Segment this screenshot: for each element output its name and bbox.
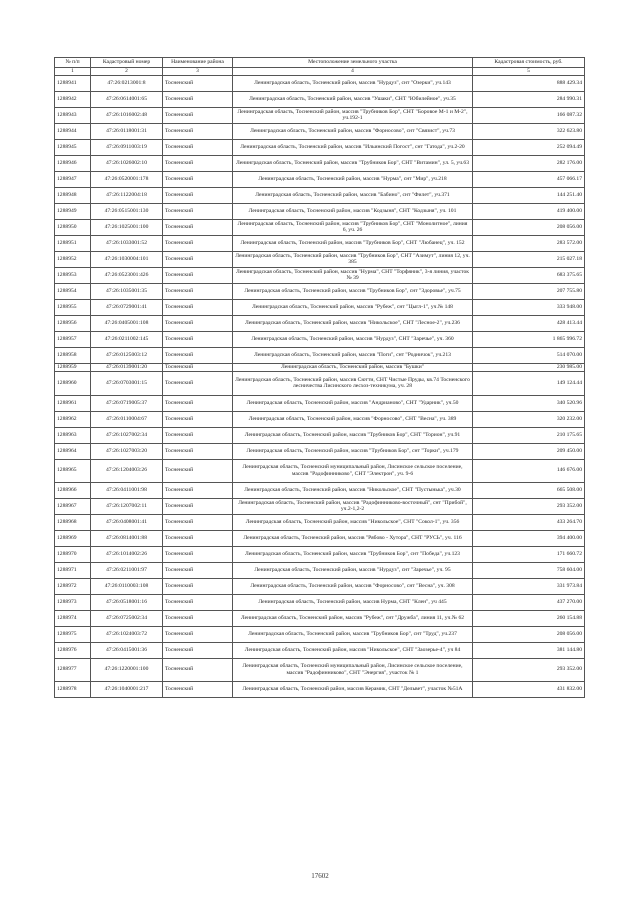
plot-location: Ленинградская область, Тосненский район, массив "Нурдуз", СНТ "Заречье", уч. 360 — [233, 331, 473, 347]
cadastral-number: 47:26:1030004:101 — [91, 251, 163, 267]
plot-location: Ленинградская область, Тосненский район, массив "Поги", снт "Родничок", уч.213 — [233, 347, 473, 363]
row-number: 1288978 — [55, 681, 91, 697]
plot-location: Ленинградская область, Тосненский район, массив "Радофинниково-восточный", снт "Прибой", уч.2-1,2-2 — [233, 498, 473, 514]
district-name: Тосненский — [163, 578, 233, 594]
cadastral-cost: 428 413.44 — [473, 315, 585, 331]
row-number: 1288976 — [55, 642, 91, 658]
table-row — [55, 219, 585, 235]
table-row — [55, 251, 585, 267]
district-name: Тосненский — [163, 315, 233, 331]
cadastral-number: 47:26:0125003:12 — [91, 347, 163, 363]
table-row — [55, 642, 585, 658]
table-row — [55, 530, 585, 546]
cadastral-cost: 514 070.00 — [473, 347, 585, 363]
table-row — [55, 283, 585, 299]
cadastral-cost: 208 056.00 — [473, 626, 585, 642]
plot-location: Ленинградская область, Тосненский район, массив "Форносово", снт "Связист", уч.73 — [233, 123, 473, 139]
cadastral-cost: 207 755.80 — [473, 283, 585, 299]
column-number-row — [55, 68, 585, 76]
plot-location: Ленинградская область, Тосненский район, массив "Никольское", СНТ "Заозерье-4", уч 84 — [233, 642, 473, 658]
cadastral-cost: 320 232.00 — [473, 411, 585, 427]
cadastral-number: 47:26:0911003:19 — [91, 139, 163, 155]
plot-location: Ленинградская область, Тосненский район, массив "Трубников Бор", снт "Торки", уч.179 — [233, 443, 473, 459]
cadastral-cost: 149 124.44 — [473, 371, 585, 395]
cadastral-number: 47:26:1207002:11 — [91, 498, 163, 514]
district-name: Тосненский — [163, 427, 233, 443]
plot-location: Ленинградская область, Тосненский район, массив "Трубников Бор", СНТ "Азимут", линия 12, уч. 385 — [233, 251, 473, 267]
cadastral-number: 47:26:1024003:72 — [91, 626, 163, 642]
row-number: 1288947 — [55, 171, 91, 187]
district-name: Тосненский — [163, 514, 233, 530]
row-number: 1288969 — [55, 530, 91, 546]
cadastral-number: 47:26:1033001:52 — [91, 235, 163, 251]
cadastral-number: 47:26:1040001:217 — [91, 681, 163, 697]
cadastral-number: 47:26:1027003:20 — [91, 443, 163, 459]
cadastral-cost: 431 832.00 — [473, 681, 585, 697]
plot-location: Ленинградская область, Тосненский район, массив Нурма, СНТ "Клен", уч 445 — [233, 594, 473, 610]
row-number: 1288953 — [55, 267, 91, 283]
cadastral-cost: 230 985.00 — [473, 363, 585, 371]
cadastral-value-table — [54, 57, 585, 698]
district-name: Тосненский — [163, 498, 233, 514]
district-name: Тосненский — [163, 75, 233, 91]
row-number: 1288955 — [55, 299, 91, 315]
district-name: Тосненский — [163, 681, 233, 697]
row-number: 1288954 — [55, 283, 91, 299]
plot-location: Ленинградская область, Тосненский район, массив "Форносово", снт "Весна", уч. 308 — [233, 578, 473, 594]
cadastral-number: 47:26:0211002:145 — [91, 331, 163, 347]
cadastral-cost: 433 264.70 — [473, 514, 585, 530]
district-name: Тосненский — [163, 203, 233, 219]
cadastral-number: 47:26:0729001:41 — [91, 299, 163, 315]
table-row — [55, 459, 585, 482]
table-row — [55, 171, 585, 187]
column-number: 1 — [55, 68, 91, 76]
header-cell: Кадастровый номер — [91, 58, 163, 68]
district-name: Тосненский — [163, 139, 233, 155]
row-number: 1288974 — [55, 610, 91, 626]
plot-location: Ленинградская область, Тосненский район, массив "Ильинский Погост", снт "Гатода", уч.2-20 — [233, 139, 473, 155]
table-row — [55, 443, 585, 459]
plot-location: Ленинградская область, Тосненский район, массив "Трубников Бор", СНТ "Монолитное", линия 6, уч. 26 — [233, 219, 473, 235]
district-name: Тосненский — [163, 459, 233, 482]
table-row — [55, 187, 585, 203]
cadastral-number: 47:26:1027002:34 — [91, 427, 163, 443]
table-body — [55, 75, 585, 697]
row-number: 1288944 — [55, 123, 91, 139]
header-cell: Кадастровая стоимость, руб. — [473, 58, 585, 68]
table-row — [55, 107, 585, 123]
table-row — [55, 347, 585, 363]
plot-location: Ленинградская область, Тосненский район, массив "Трубников Бор", снт "Здоровье", уч.75 — [233, 283, 473, 299]
row-number: 1288967 — [55, 498, 91, 514]
table-row — [55, 91, 585, 107]
page-number: 17602 — [311, 872, 329, 880]
cadastral-cost: 209 450.00 — [473, 443, 585, 459]
cadastral-cost: 260 154.88 — [473, 610, 585, 626]
row-number: 1288960 — [55, 371, 91, 395]
cadastral-number: 47:26:0118001:31 — [91, 123, 163, 139]
cadastral-number: 47:26:0110003:108 — [91, 578, 163, 594]
table-row — [55, 546, 585, 562]
row-number: 1288957 — [55, 331, 91, 347]
row-number: 1288945 — [55, 139, 91, 155]
plot-location: Ленинградская область, Тосненский район, массив Керамик, СНТ "Дельвет", участок №51А — [233, 681, 473, 697]
cadastral-cost: 381 144.80 — [473, 642, 585, 658]
district-name: Тосненский — [163, 562, 233, 578]
row-number: 1288977 — [55, 658, 91, 681]
cadastral-cost: 331 973.84 — [473, 578, 585, 594]
cadastral-number: 47:26:1220001:100 — [91, 658, 163, 681]
table-row — [55, 610, 585, 626]
row-number: 1288950 — [55, 219, 91, 235]
row-number: 1288973 — [55, 594, 91, 610]
plot-location: Ленинградская область, Тосненский район, массив "Трубников Бор", снт "Труд", уч.237 — [233, 626, 473, 642]
district-name: Тосненский — [163, 123, 233, 139]
plot-location: Ленинградская область, Тосненский муниципальный район, Лисинское сельское поселение, массив "Радофинниково", СНТ "Энергия", участок № 1 — [233, 658, 473, 681]
header-cell: Наименование района — [163, 58, 233, 68]
plot-location: Ленинградская область, Тосненский район, массив "Нурма", СНТ "Торфяник", 3-я линия, участок № 39 — [233, 267, 473, 283]
table-row — [55, 155, 585, 171]
cadastral-cost: 1 865 996.72 — [473, 331, 585, 347]
cadastral-cost: 394 400.00 — [473, 530, 585, 546]
cadastral-cost: 683 375.65 — [473, 267, 585, 283]
plot-location: Ленинградская область, Тосненский район, массив "Трубников Бор", СНТ "Торион", уч.91 — [233, 427, 473, 443]
column-number: 5 — [473, 68, 585, 76]
district-name: Тосненский — [163, 267, 233, 283]
plot-location: Ленинградская область, Тосненский район, массив "Трубников Бор", снт "Победа", уч.123 — [233, 546, 473, 562]
district-name: Тосненский — [163, 363, 233, 371]
table-row — [55, 681, 585, 697]
cadastral-number: 47:26:0213001:8 — [91, 75, 163, 91]
row-number: 1288949 — [55, 203, 91, 219]
cadastral-cost: 437 270.00 — [473, 594, 585, 610]
row-number: 1288958 — [55, 347, 91, 363]
cadastral-cost: 322 623.80 — [473, 123, 585, 139]
plot-location: Ленинградская область, Тосненский район, массив "Бушки" — [233, 363, 473, 371]
row-number: 1288952 — [55, 251, 91, 267]
plot-location: Ленинградская область, Тосненский район, массив "Бабино", снт "Филет", уч.371 — [233, 187, 473, 203]
table-row — [55, 75, 585, 91]
cadastral-cost: 419 400.00 — [473, 203, 585, 219]
table-row — [55, 371, 585, 395]
cadastral-cost: 215 027.18 — [473, 251, 585, 267]
row-number: 1288962 — [55, 411, 91, 427]
plot-location: Ленинградская область, Тосненский район, массив "Рубеж", снт "Дружба", линия 11, уч.№ 62 — [233, 610, 473, 626]
table-row — [55, 315, 585, 331]
row-number: 1288966 — [55, 482, 91, 498]
plot-location: Ленинградская область, Тосненский район, массив "Трубников Бор", СНТ "Боровое М-1 и М-2", уч.192-1 — [233, 107, 473, 123]
cadastral-number: 47:26:0515001:130 — [91, 203, 163, 219]
cadastral-cost: 293 352.00 — [473, 498, 585, 514]
cadastral-number: 47:26:0703001:15 — [91, 371, 163, 395]
cadastral-number: 47:26:1122004:18 — [91, 187, 163, 203]
cadastral-cost: 283 572.00 — [473, 235, 585, 251]
plot-location: Ленинградская область, Тосненский район, массив "Никольское", СНТ "Лесное-2", уч.236 — [233, 315, 473, 331]
cadastral-number: 47:26:0139001:20 — [91, 363, 163, 371]
cadastral-cost: 457 066.17 — [473, 171, 585, 187]
row-number: 1288963 — [55, 427, 91, 443]
table-row — [55, 123, 585, 139]
cadastral-cost: 340 520.96 — [473, 395, 585, 411]
cadastral-number: 47:26:0110004:67 — [91, 411, 163, 427]
cadastral-number: 47:26:0415001:36 — [91, 642, 163, 658]
table-row — [55, 514, 585, 530]
row-number: 1288975 — [55, 626, 91, 642]
district-name: Тосненский — [163, 626, 233, 642]
cadastral-cost: 146 676.00 — [473, 459, 585, 482]
table-row — [55, 411, 585, 427]
district-name: Тосненский — [163, 411, 233, 427]
district-name: Тосненский — [163, 283, 233, 299]
row-number: 1288948 — [55, 187, 91, 203]
cadastral-number: 47:26:0614001:65 — [91, 91, 163, 107]
table-row — [55, 658, 585, 681]
district-name: Тосненский — [163, 299, 233, 315]
cadastral-number: 47:26:0405001:108 — [91, 315, 163, 331]
cadastral-cost: 252 094.49 — [473, 139, 585, 155]
row-number: 1288951 — [55, 235, 91, 251]
district-name: Тосненский — [163, 91, 233, 107]
cadastral-number: 47:26:1026002:10 — [91, 155, 163, 171]
cadastral-cost: 208 056.00 — [473, 219, 585, 235]
district-name: Тосненский — [163, 530, 233, 546]
table-row — [55, 299, 585, 315]
table-row — [55, 594, 585, 610]
district-name: Тосненский — [163, 443, 233, 459]
district-name: Тосненский — [163, 395, 233, 411]
district-name: Тосненский — [163, 610, 233, 626]
plot-location: Ленинградская область, Тосненский район, массив "Андрианово", СНТ "Ударник", уч.50 — [233, 395, 473, 411]
district-name: Тосненский — [163, 171, 233, 187]
row-number: 1288943 — [55, 107, 91, 123]
cadastral-number: 47:26:0408001:41 — [91, 514, 163, 530]
plot-location: Ленинградская область, Тосненский район, массив "Нурдуз", снт "Заречье", уч. 95 — [233, 562, 473, 578]
cadastral-cost: 665 508.00 — [473, 482, 585, 498]
row-number: 1288965 — [55, 459, 91, 482]
plot-location: Ленинградская область, Тосненский район, массив "Трубников Бор", СНТ "Любанец", уч. 152 — [233, 235, 473, 251]
district-name: Тосненский — [163, 482, 233, 498]
row-number: 1288959 — [55, 363, 91, 371]
cadastral-number: 47:26:1035001:35 — [91, 283, 163, 299]
header-cell: Местоположение земельного участка — [233, 58, 473, 68]
district-name: Тосненский — [163, 107, 233, 123]
plot-location: Ленинградская область, Тосненский район, массив "Никольское", СНТ "Сокол-1", уч. 356 — [233, 514, 473, 530]
cadastral-number: 47:26:0523001:426 — [91, 267, 163, 283]
row-number: 1288971 — [55, 562, 91, 578]
cadastral-number: 47:26:0211001:97 — [91, 562, 163, 578]
cadastral-cost: 166 087.32 — [473, 107, 585, 123]
table-row — [55, 139, 585, 155]
plot-location: Ленинградская область, Тосненский район, массив "Трубников Бор", СНТ "Витамин", ул. 5, уч.63 — [233, 155, 473, 171]
table-row — [55, 331, 585, 347]
plot-location: Ленинградская область, Тосненский муниципальный район, Лисинское сельское поселение, массив "Радофинниково", СНТ "Электрон", уч. 9-6 — [233, 459, 473, 482]
table-row — [55, 498, 585, 514]
plot-location: Ленинградская область, Тосненский район, массив Сютти, СНТ Чистые Пруды, кв.74 Тосненского лесничества Лисинского лесхоз-техникума, уч. 28 — [233, 371, 473, 395]
plot-location: Ленинградская область, Тосненский район, массив "Рубеж", снт "Цыгл-1", уч.№ 148 — [233, 299, 473, 315]
cadastral-number: 47:26:1014002:26 — [91, 546, 163, 562]
column-number: 2 — [91, 68, 163, 76]
table-header-row — [55, 58, 585, 68]
cadastral-cost: 284 990.31 — [473, 91, 585, 107]
cadastral-number: 47:26:0719005:37 — [91, 395, 163, 411]
district-name: Тосненский — [163, 658, 233, 681]
district-name: Тосненский — [163, 155, 233, 171]
column-number: 3 — [163, 68, 233, 76]
row-number: 1288941 — [55, 75, 91, 91]
row-number: 1288972 — [55, 578, 91, 594]
plot-location: Ленинградская область, Тосненский район, массив "Нурдуз", снт "Озерки", уч.143 — [233, 75, 473, 91]
table-row — [55, 578, 585, 594]
cadastral-number: 47:26:0520001:178 — [91, 171, 163, 187]
district-name: Тосненский — [163, 219, 233, 235]
plot-location: Ленинградская область, Тосненский район, массив "Кодзыня", СНТ "Кодзыня", уч. 101 — [233, 203, 473, 219]
district-name: Тосненский — [163, 371, 233, 395]
cadastral-number: 47:26:1204003:26 — [91, 459, 163, 482]
table-row — [55, 562, 585, 578]
district-name: Тосненский — [163, 642, 233, 658]
district-name: Тосненский — [163, 251, 233, 267]
table-row — [55, 395, 585, 411]
row-number: 1288964 — [55, 443, 91, 459]
row-number: 1288970 — [55, 546, 91, 562]
plot-location: Ленинградская область, Тосненский район, массив "Форносово", СНТ "Весна", уч. 389 — [233, 411, 473, 427]
district-name: Тосненский — [163, 594, 233, 610]
cadastral-cost: 888 429.34 — [473, 75, 585, 91]
row-number: 1288946 — [55, 155, 91, 171]
plot-location: Ленинградская область, Тосненский район, массив "Рябово - Хутора", СНТ "РУСЬ", уч. 116 — [233, 530, 473, 546]
district-name: Тосненский — [163, 331, 233, 347]
district-name: Тосненский — [163, 347, 233, 363]
cadastral-cost: 333 948.00 — [473, 299, 585, 315]
plot-location: Ленинградская область, Тосненский район, массив "Нурма", снт "Мир", уч.218 — [233, 171, 473, 187]
cadastral-cost: 171 660.72 — [473, 546, 585, 562]
table-row — [55, 427, 585, 443]
row-number: 1288956 — [55, 315, 91, 331]
district-name: Тосненский — [163, 546, 233, 562]
district-name: Тосненский — [163, 187, 233, 203]
header-cell: № п/п — [55, 58, 91, 68]
cadastral-number: 47:26:0518001:16 — [91, 594, 163, 610]
table-row — [55, 363, 585, 371]
district-name: Тосненский — [163, 235, 233, 251]
cadastral-cost: 758 604.00 — [473, 562, 585, 578]
table-row — [55, 203, 585, 219]
cadastral-number: 47:26:1025001:100 — [91, 219, 163, 235]
table-row — [55, 235, 585, 251]
cadastral-number: 47:26:0814001:88 — [91, 530, 163, 546]
cadastral-cost: 293 352.00 — [473, 658, 585, 681]
cadastral-cost: 282 176.00 — [473, 155, 585, 171]
cadastral-number: 47:26:1016002:48 — [91, 107, 163, 123]
row-number: 1288961 — [55, 395, 91, 411]
row-number: 1288942 — [55, 91, 91, 107]
cadastral-number: 47:26:0411001:98 — [91, 482, 163, 498]
column-number: 4 — [233, 68, 473, 76]
plot-location: Ленинградская область, Тосненский район, массив "Никольское", СНТ "Пустынька", уч.30 — [233, 482, 473, 498]
cadastral-cost: 210 175.65 — [473, 427, 585, 443]
cadastral-cost: 144 251.40 — [473, 187, 585, 203]
cadastral-number: 47:26:0725002:34 — [91, 610, 163, 626]
row-number: 1288968 — [55, 514, 91, 530]
table-row — [55, 267, 585, 283]
plot-location: Ленинградская область, Тосненский район, массив "Ушаки", СНТ "Юбилейное", уч.35 — [233, 91, 473, 107]
table-row — [55, 626, 585, 642]
table-row — [55, 482, 585, 498]
